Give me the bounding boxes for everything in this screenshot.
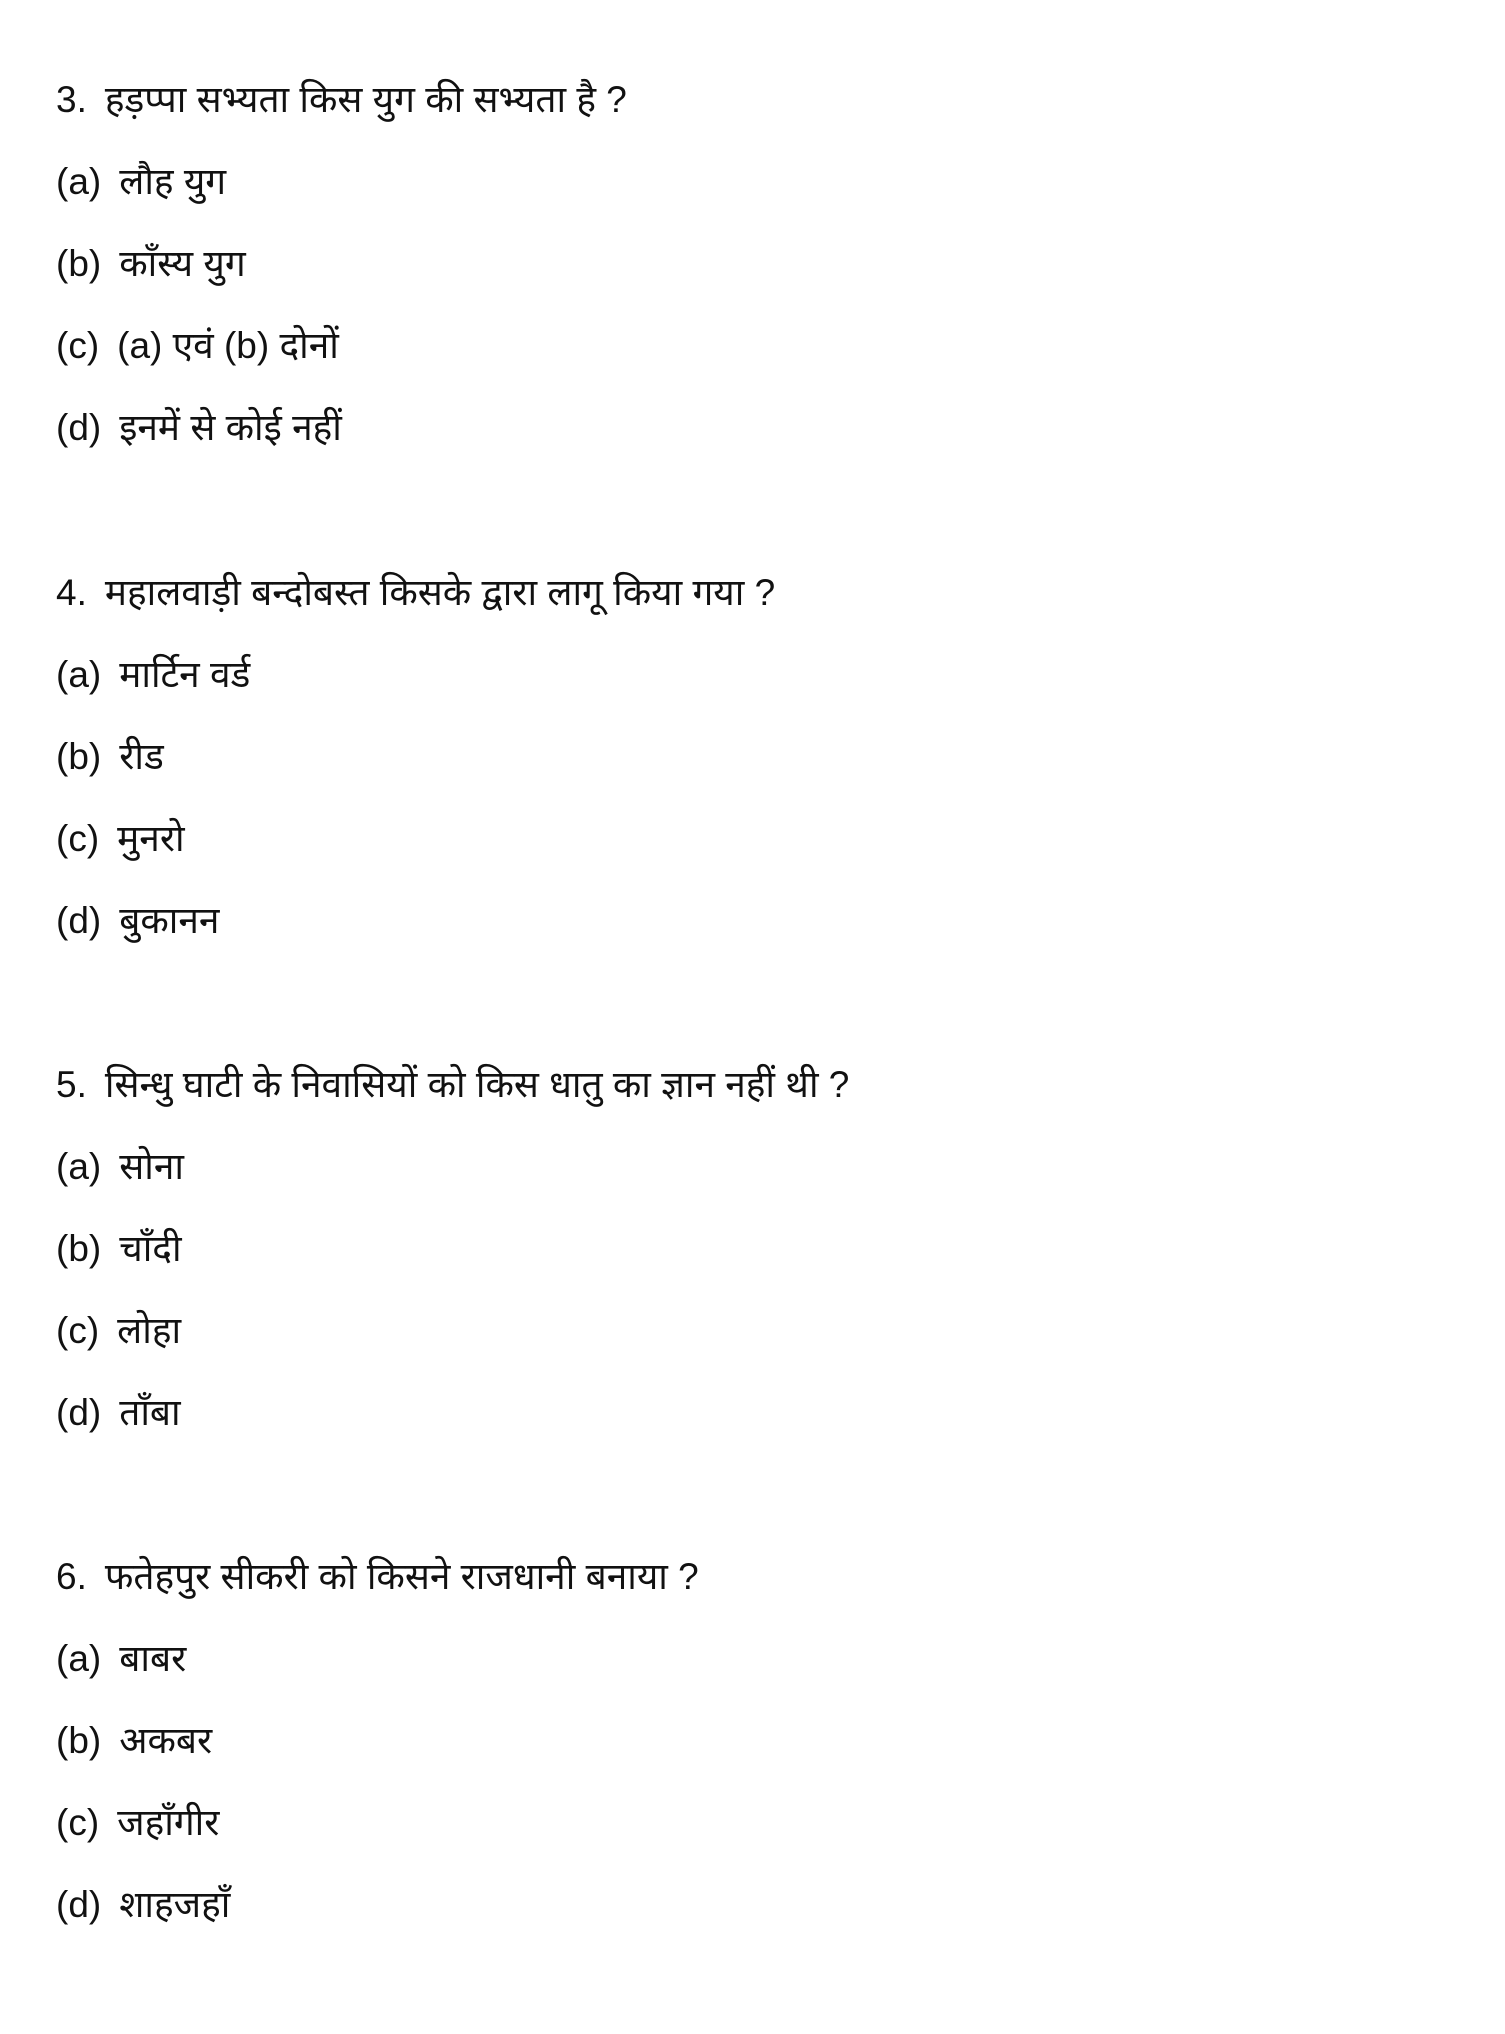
option-text: लौह युग [119, 161, 227, 202]
answer-option [56, 1717, 212, 1765]
answer-option [56, 240, 246, 288]
option-text: बुकानन [119, 900, 220, 941]
answer-option [56, 733, 164, 781]
question-text [56, 1061, 849, 1109]
option-text: सोना [119, 1146, 184, 1187]
option-label: (c) [56, 1310, 100, 1351]
option-label: (a) [56, 161, 102, 202]
option-label: (c) [56, 325, 100, 366]
answer-option [56, 897, 219, 945]
question-number: 3. [56, 79, 87, 120]
question-stem: फतेहपुर सीकरी को किसने राजधानी बनाया ? [104, 1556, 699, 1597]
option-text: इनमें से कोई नहीं [119, 407, 342, 448]
option-label: (a) [56, 1638, 102, 1679]
answer-option [56, 1881, 230, 1929]
question-text [56, 1553, 699, 1601]
question-number: 4. [56, 572, 87, 613]
option-label: (d) [56, 1392, 102, 1433]
option-text: अकबर [119, 1720, 213, 1761]
option-text: लोहा [117, 1310, 182, 1351]
answer-option [56, 1143, 184, 1191]
question-number: 5. [56, 1064, 87, 1105]
option-label: (b) [56, 1228, 102, 1269]
option-text: बाबर [119, 1638, 187, 1679]
option-label: (d) [56, 1884, 102, 1925]
option-text: शाहजहाँ [119, 1884, 231, 1925]
option-text: (a) एवं (b) दोनों [117, 325, 339, 366]
option-label: (d) [56, 407, 102, 448]
option-text: मार्टिन वर्ड [119, 654, 251, 695]
option-text: रीड [119, 736, 164, 777]
answer-option [56, 1307, 181, 1355]
option-label: (a) [56, 1146, 102, 1187]
question-stem: सिन्धु घाटी के निवासियों को किस धातु का ज्ञान नहीं थी ? [104, 1064, 850, 1105]
option-text: ताँबा [119, 1392, 181, 1433]
question-text [56, 569, 775, 617]
option-label: (b) [56, 243, 102, 284]
question-text [56, 76, 627, 124]
answer-option [56, 651, 250, 699]
option-text: चाँदी [119, 1228, 182, 1269]
option-text: मुनरो [117, 818, 185, 859]
option-text: काँस्य युग [119, 243, 246, 284]
option-text: जहाँगीर [117, 1802, 220, 1843]
answer-option [56, 815, 185, 863]
answer-option [56, 322, 339, 370]
question-stem: हड़प्पा सभ्यता किस युग की सभ्यता है ? [104, 79, 627, 120]
answer-option [56, 158, 226, 206]
question-number: 6. [56, 1556, 87, 1597]
option-label: (a) [56, 654, 102, 695]
option-label: (d) [56, 900, 102, 941]
answer-option [56, 404, 342, 452]
answer-option [56, 1389, 181, 1437]
option-label: (b) [56, 736, 102, 777]
option-label: (b) [56, 1720, 102, 1761]
answer-option [56, 1225, 182, 1273]
answer-option [56, 1635, 186, 1683]
option-label: (c) [56, 818, 100, 859]
option-label: (c) [56, 1802, 100, 1843]
answer-option [56, 1799, 219, 1847]
question-stem: महालवाड़ी बन्दोबस्त किसके द्वारा लागू किया गया ? [104, 572, 776, 613]
